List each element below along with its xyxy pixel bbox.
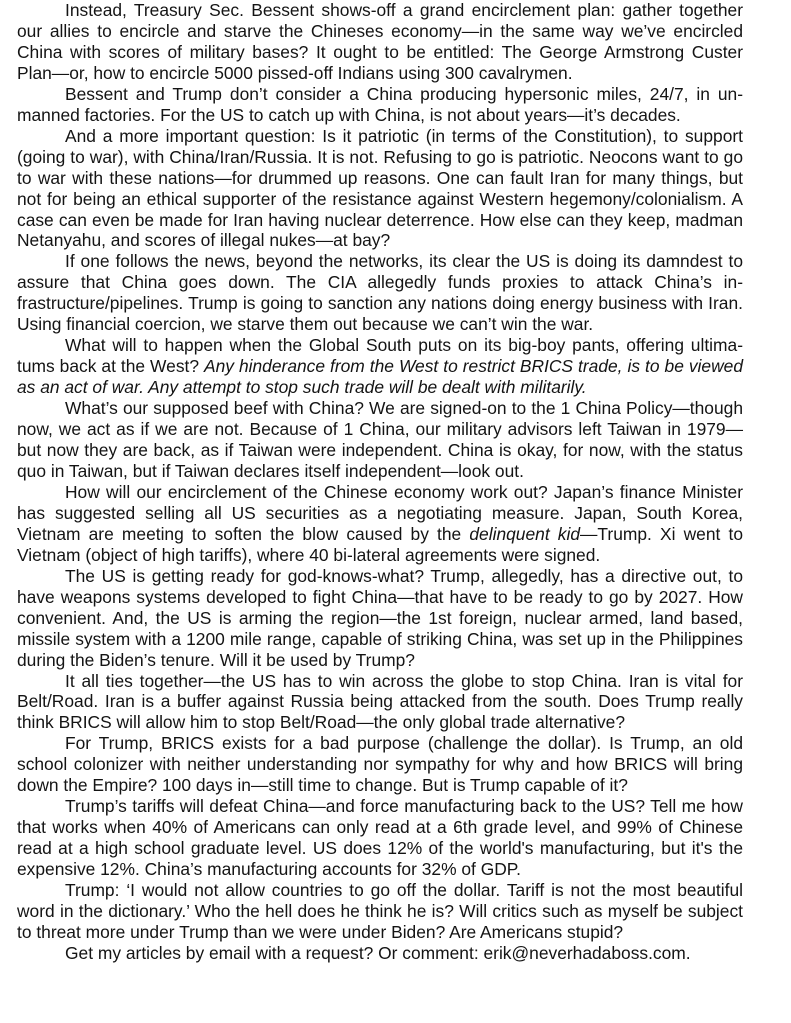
paragraph [17,335,743,398]
paragraph [17,0,743,84]
contact-line [17,943,743,964]
paragraph [17,671,743,734]
paragraph-text: And a more important question: Is it patriotic (in terms of the Constitution), to support (going to war), with China/Iran/Russia. It is not. Refusing to go is patriotic. Neocons want to go to war with these nations—for drummed up reasons. One can fault Iran for many things, but not for being an ethical supporter of the resistance against Western hegemony/colonialism. A case can even be made for Iran having nuclear deterrence. How else can they keep, madman Netanyahu, and scores of illegal nukes—at bay? [17,125,743,251]
paragraph-text: Get my articles by email with a request? Or comment: erik@neverhadaboss.com. [65,942,691,963]
paragraph-text: Trump’s tariffs will defeat China—and force manufacturing back to the US? Tell me how that works when 40% of Americans can only read at a 6th grade level, and 99% of Chinese read at a high school graduate level. US does 12% of the world's manufacturing, but it's the expensive 12%. China’s manufacturing accounts for 32% of GDP. [17,796,743,880]
article-body [17,0,743,964]
paragraph [17,482,743,566]
paragraph [17,880,743,943]
paragraph-text: —Trump. Xi went to Vietnam (object of high tariffs), where 40 bi-lateral agreements were signed. [17,523,743,565]
paragraph [17,126,743,252]
paragraph [17,796,743,880]
paragraph-text: What will to happen when the Global South puts on its big-boy pants, offering ultimatums back at the West? [17,335,743,377]
paragraph [17,251,743,335]
paragraph [17,398,743,482]
paragraph-text: For Trump, BRICS exists for a bad purpose (challenge the dollar). Is Trump, an old school colonizer with neither understanding nor sympathy for why and how BRICS will bring down the Empire? 100 days in—still time to change. But is Trump capable of it? [17,733,743,796]
paragraph [17,733,743,796]
paragraph-text: Bessent and Trump don’t consider a China producing hypersonic miles, 24/7, in unmanned factories. For the US to catch up with China, is not about years—it’s decades. [17,83,743,125]
paragraph-text: The US is getting ready for god-knows-what? Trump, allegedly, has a directive out, to have weapons systems developed to fight China—that have to be ready to go by 2027. How convenient. And, the US is arming the region—the 1st foreign, nuclear armed, land based, missile system with a 1200 mile range, capable of striking China, was set up in the Philippines during the Biden’s tenure. Will it be used by Trump? [17,565,743,670]
paragraph-text: Trump: ‘I would not allow countries to go off the dollar. Tariff is not the most beautiful word in the dictionary.’ Who the hell does he think he is? Will critics such as myself be subject to threat more under Trump than we were under Biden? Are Americans stupid? [17,880,743,942]
paragraph-italic-text: Any hinderance from the West to restrict BRICS trade, is to be viewed as an act of war. Any attempt to stop such trade will be dealt with militarily. [17,356,743,398]
paragraph-text: Instead, Treasury Sec. Bessent shows-off a grand encirclement plan: gather together our allies to encircle and starve the Chineses economy—in the same way we’ve encircled China with scores of military bases? It ought to be entitled: The George Armstrong Custer Plan—or, how to encircle 5000 pissed-off Indians using 300 cavalrymen. [17,0,743,83]
paragraph [17,566,743,671]
paragraph [17,84,743,126]
paragraph-text: What’s our supposed beef with China? We are signed-on to the 1 China Policy—though now, we act as if we are not. Because of 1 China, our military advisors left Taiwan in 1979—but now they are back, as if Taiwan were independent. China is okay, for now, with the status quo in Taiwan, but if Taiwan declares itself independent—look out. [17,398,743,481]
paragraph-italic-text: delinquent kid [469,523,581,544]
paragraph-text: It all ties together—the US has to win across the globe to stop China. Iran is vital for Belt/Road. Iran is a buffer against Russia being attacked from the south. Does Trump really think BRICS will allow him to stop Belt/Road—the only global trade alternative? [17,670,743,733]
paragraph-text: If one follows the news, beyond the networks, its clear the US is doing its damndest to assure that China goes down. The CIA allegedly funds proxies to attack China’s infrastructure/pipelines. Trump is going to sanction any nations doing energy business with Iran. Using financial coercion, we starve them out because we can’t win the war. [17,251,743,335]
paragraph-text: How will our encirclement of the Chinese economy work out? Japan’s finance Minister has suggested selling all US securities as a negotiating measure. Japan, South Korea, Vietnam are meeting to soften the blow caused by the [17,481,743,544]
